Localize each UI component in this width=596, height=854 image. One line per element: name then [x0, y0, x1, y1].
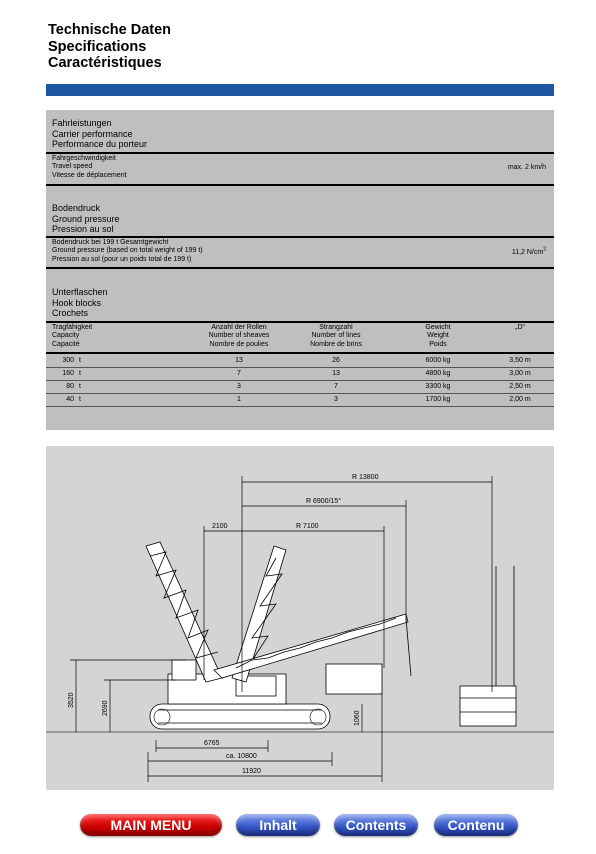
table-row [46, 394, 554, 407]
cell-sheaves: 7 [237, 370, 241, 377]
cell-sheaves: 3 [237, 383, 241, 390]
col-header-d: „D“ [515, 324, 525, 331]
table-row [46, 368, 554, 381]
cell-d: 2,00 m [509, 396, 531, 403]
cell-unit: t [79, 396, 81, 403]
dim-r-7100: R 7100 [296, 523, 319, 530]
dim-w-6765: 6765 [204, 740, 220, 747]
crane-drawing-panel [46, 446, 554, 790]
title-de: Technische Daten [48, 22, 172, 38]
divider [46, 152, 554, 154]
cell-lines: 3 [334, 396, 338, 403]
dim-h-1060: 1060 [354, 710, 361, 726]
cell-d: 3,50 m [509, 357, 531, 364]
cell-capacity: 40 [66, 396, 74, 403]
cell-lines: 26 [332, 357, 340, 364]
divider [46, 184, 554, 186]
header-bar [46, 84, 554, 96]
dim-h-2690: 2690 [102, 700, 109, 716]
dim-w-11920: 11920 [242, 768, 261, 775]
col-header-sheaves: Anzahl der Rollen Number of sheaves Nombre de poulies [208, 324, 270, 348]
table-row [46, 381, 554, 394]
specifications-panel [46, 110, 554, 430]
main-menu-button[interactable]: MAIN MENU [80, 814, 222, 836]
dim-2100: 2100 [212, 523, 228, 530]
ground-pressure-value: 11,2 $N/cm^2$ [511, 246, 546, 256]
cell-d: 3,00 m [509, 370, 531, 377]
travel-speed-label: Fahrgeschwindigkeit Travel speed Vitesse de déplacement [52, 155, 127, 179]
divider [46, 321, 554, 323]
dim-h-3520: 3520 [68, 692, 75, 708]
cell-lines: 7 [334, 383, 338, 390]
inhalt-button[interactable]: Inhalt [236, 814, 320, 836]
cell-weight: 1700 kg [425, 396, 451, 403]
cell-sheaves: 1 [237, 396, 241, 403]
divider [46, 352, 554, 354]
contents-button[interactable]: Contents [334, 814, 418, 836]
carrier-heading: Fahrleistungen Carrier performance Performance du porteur [52, 118, 148, 149]
title-fr: Caractéristiques [48, 55, 162, 71]
divider [46, 236, 554, 238]
cell-weight: 6000 kg [425, 357, 451, 364]
cell-weight: 3300 kg [425, 383, 451, 390]
cell-unit: t [79, 383, 81, 390]
travel-speed-value: max. 2 km/h [507, 164, 546, 171]
cell-capacity: 160 [62, 370, 74, 377]
cell-sheaves: 13 [235, 357, 243, 364]
dim-w-10800: ca. 10800 [226, 753, 257, 760]
divider [46, 267, 554, 269]
row-divider [46, 406, 554, 407]
table-row [46, 355, 554, 368]
col-header-weight: Gewicht Weight Poids [425, 324, 451, 348]
cell-weight: 4800 kg [425, 370, 451, 377]
ground-pressure-heading: Bodendruck Ground pressure Pression au sol [52, 203, 120, 234]
cell-unit: t [79, 370, 81, 377]
page-title [48, 22, 171, 72]
cell-lines: 13 [332, 370, 340, 377]
contenu-button[interactable]: Contenu [434, 814, 518, 836]
ground-pressure-label: Bodendruck bei 199 t Gesamtgewicht Ground pressure (based on total weight of 199 t) Pression au sol (pour un poids total de 199 t) [52, 239, 203, 263]
col-header-lines: Strangzahl Number of lines Nombre de brins [310, 324, 362, 348]
dim-r-6900: R 6900/15° [306, 498, 342, 505]
title-en: Specifications [48, 38, 147, 55]
cell-unit: t [79, 357, 81, 364]
cell-capacity: 300 [62, 357, 74, 364]
col-header-capacity: Tragfähigkeit Capacity Capacité [52, 324, 93, 348]
cell-capacity: 80 [66, 383, 74, 390]
dim-r-13800: R 13800 [352, 474, 379, 481]
crane-dimension-drawing [46, 446, 554, 790]
hook-blocks-heading: Unterflaschen Hook blocks Crochets [52, 287, 108, 318]
cell-d: 2,50 m [509, 383, 531, 390]
